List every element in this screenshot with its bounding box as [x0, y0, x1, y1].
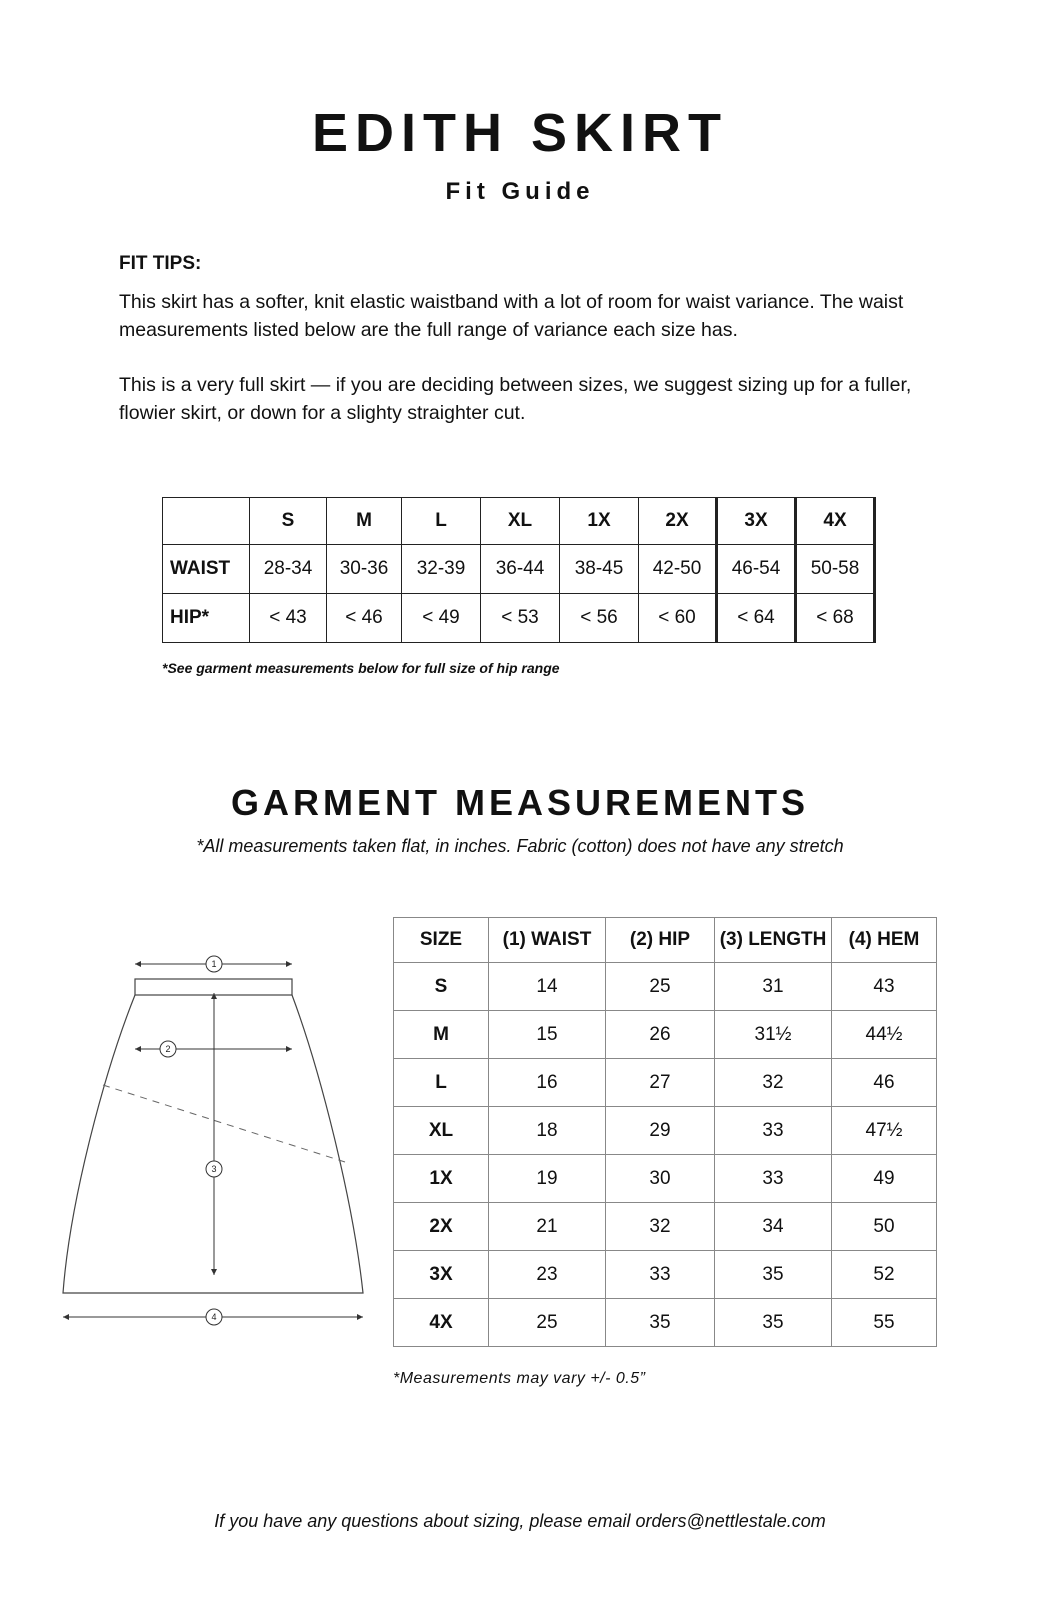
- measurement-cell: 43: [832, 963, 937, 1011]
- column-header: (1) WAIST: [489, 918, 606, 963]
- measurement-cell: 44½: [832, 1011, 937, 1059]
- measurement-cell: 55: [832, 1299, 937, 1347]
- size-chart-row-waist: [163, 545, 875, 594]
- garment-measurements-table: [393, 917, 937, 1347]
- table-row: [394, 1299, 937, 1347]
- skirt-diagram: [55, 950, 375, 1360]
- table-row: [394, 1059, 937, 1107]
- fit-tips-label: FIT TIPS:: [119, 253, 202, 274]
- measurement-cell: 35: [606, 1299, 715, 1347]
- table-row: [394, 1011, 937, 1059]
- row-label: HIP*: [163, 594, 250, 643]
- garment-measurements-title: GARMENT MEASUREMENTS: [230, 782, 809, 823]
- measurement-cell: 35: [715, 1299, 832, 1347]
- measurement-cell: 32: [715, 1059, 832, 1107]
- size-cell: 42-50: [639, 545, 717, 594]
- footer-contact-text: If you have any questions about sizing, please email orders@nettlestale.com: [214, 1511, 826, 1531]
- marker-label-3: 3: [211, 1164, 217, 1174]
- measurement-cell: 26: [606, 1011, 715, 1059]
- measurement-cell: 34: [715, 1203, 832, 1251]
- size-header: L: [402, 498, 481, 545]
- measurement-cell: 15: [489, 1011, 606, 1059]
- measurement-cell: 19: [489, 1155, 606, 1203]
- size-cell: < 68: [796, 594, 875, 643]
- measurement-cell: 31½: [715, 1011, 832, 1059]
- size-header: XL: [481, 498, 560, 545]
- size-cell: 3X: [394, 1251, 489, 1299]
- measurement-cell: 50: [832, 1203, 937, 1251]
- measurement-cell: 16: [489, 1059, 606, 1107]
- size-chart-header-row: [163, 498, 875, 545]
- table-row: [394, 1203, 937, 1251]
- measurement-cell: 23: [489, 1251, 606, 1299]
- size-cell: 32-39: [402, 545, 481, 594]
- measurement-cell: 14: [489, 963, 606, 1011]
- measurements-note: *Measurements may vary +/- 0.5”: [393, 1370, 646, 1387]
- fit-tips-paragraph-2: This is a very full skirt — if you are deciding between sizes, we suggest sizing up for a fuller, flowier skirt, or down for a slighty straighter cut.: [119, 374, 912, 424]
- size-header: M: [327, 498, 402, 545]
- size-header: 4X: [796, 498, 875, 545]
- marker-label-2: 2: [165, 1044, 171, 1054]
- size-cell: < 60: [639, 594, 717, 643]
- measurement-cell: 35: [715, 1251, 832, 1299]
- marker-label-1: 1: [211, 959, 217, 969]
- table-row: [394, 963, 937, 1011]
- size-cell: < 43: [250, 594, 327, 643]
- measurement-cell: 33: [606, 1251, 715, 1299]
- page-title: EDITH SKIRT: [311, 103, 728, 163]
- measurement-cell: 21: [489, 1203, 606, 1251]
- column-header: SIZE: [394, 918, 489, 963]
- measurement-cell: 31: [715, 963, 832, 1011]
- table-row: [394, 1251, 937, 1299]
- column-header: (3) LENGTH: [715, 918, 832, 963]
- size-cell: 36-44: [481, 545, 560, 594]
- measurement-cell: 46: [832, 1059, 937, 1107]
- measurement-cell: 33: [715, 1155, 832, 1203]
- table-row: [394, 1155, 937, 1203]
- garment-measurements-subtitle: *All measurements taken flat, in inches. Fabric (cotton) does not have any stretch: [196, 836, 844, 856]
- size-header: S: [250, 498, 327, 545]
- size-header: 1X: [560, 498, 639, 545]
- measurement-cell: 47½: [832, 1107, 937, 1155]
- measurement-cell: 52: [832, 1251, 937, 1299]
- size-chart-row-hip: [163, 594, 875, 643]
- size-cell: 1X: [394, 1155, 489, 1203]
- row-label: WAIST: [163, 545, 250, 594]
- measurement-cell: 49: [832, 1155, 937, 1203]
- size-cell: 28-34: [250, 545, 327, 594]
- size-header: 3X: [717, 498, 796, 545]
- size-cell: < 56: [560, 594, 639, 643]
- size-cell: < 49: [402, 594, 481, 643]
- measurement-cell: 27: [606, 1059, 715, 1107]
- size-cell: L: [394, 1059, 489, 1107]
- size-cell: 2X: [394, 1203, 489, 1251]
- size-cell: 50-58: [796, 545, 875, 594]
- size-cell: < 46: [327, 594, 402, 643]
- measurement-cell: 18: [489, 1107, 606, 1155]
- page-subtitle: Fit Guide: [445, 178, 595, 205]
- size-cell: S: [394, 963, 489, 1011]
- size-chart-note: *See garment measurements below for full size of hip range: [162, 660, 560, 676]
- skirt-outline: [63, 995, 363, 1293]
- size-cell: 4X: [394, 1299, 489, 1347]
- column-header: (4) HEM: [832, 918, 937, 963]
- size-header: 2X: [639, 498, 717, 545]
- size-cell: M: [394, 1011, 489, 1059]
- waistband-shape: [135, 979, 292, 995]
- column-header: (2) HIP: [606, 918, 715, 963]
- measurements-header-row: [394, 918, 937, 963]
- measurement-cell: 25: [489, 1299, 606, 1347]
- size-cell: 38-45: [560, 545, 639, 594]
- hip-dashed-line: [103, 1085, 345, 1162]
- size-cell: < 64: [717, 594, 796, 643]
- measurement-cell: 25: [606, 963, 715, 1011]
- size-cell: < 53: [481, 594, 560, 643]
- measurement-cell: 32: [606, 1203, 715, 1251]
- size-chart-table: [162, 497, 876, 643]
- measurement-cell: 30: [606, 1155, 715, 1203]
- size-cell: XL: [394, 1107, 489, 1155]
- measurement-cell: 29: [606, 1107, 715, 1155]
- marker-label-4: 4: [211, 1312, 217, 1322]
- size-cell: 46-54: [717, 545, 796, 594]
- size-cell: 30-36: [327, 545, 402, 594]
- table-row: [394, 1107, 937, 1155]
- fit-tips-paragraph-1: This skirt has a softer, knit elastic waistband with a lot of room for waist variance. The waist measurements listed below are the full range of variance each size has.: [119, 291, 904, 341]
- measurement-cell: 33: [715, 1107, 832, 1155]
- size-chart-corner: [163, 498, 250, 545]
